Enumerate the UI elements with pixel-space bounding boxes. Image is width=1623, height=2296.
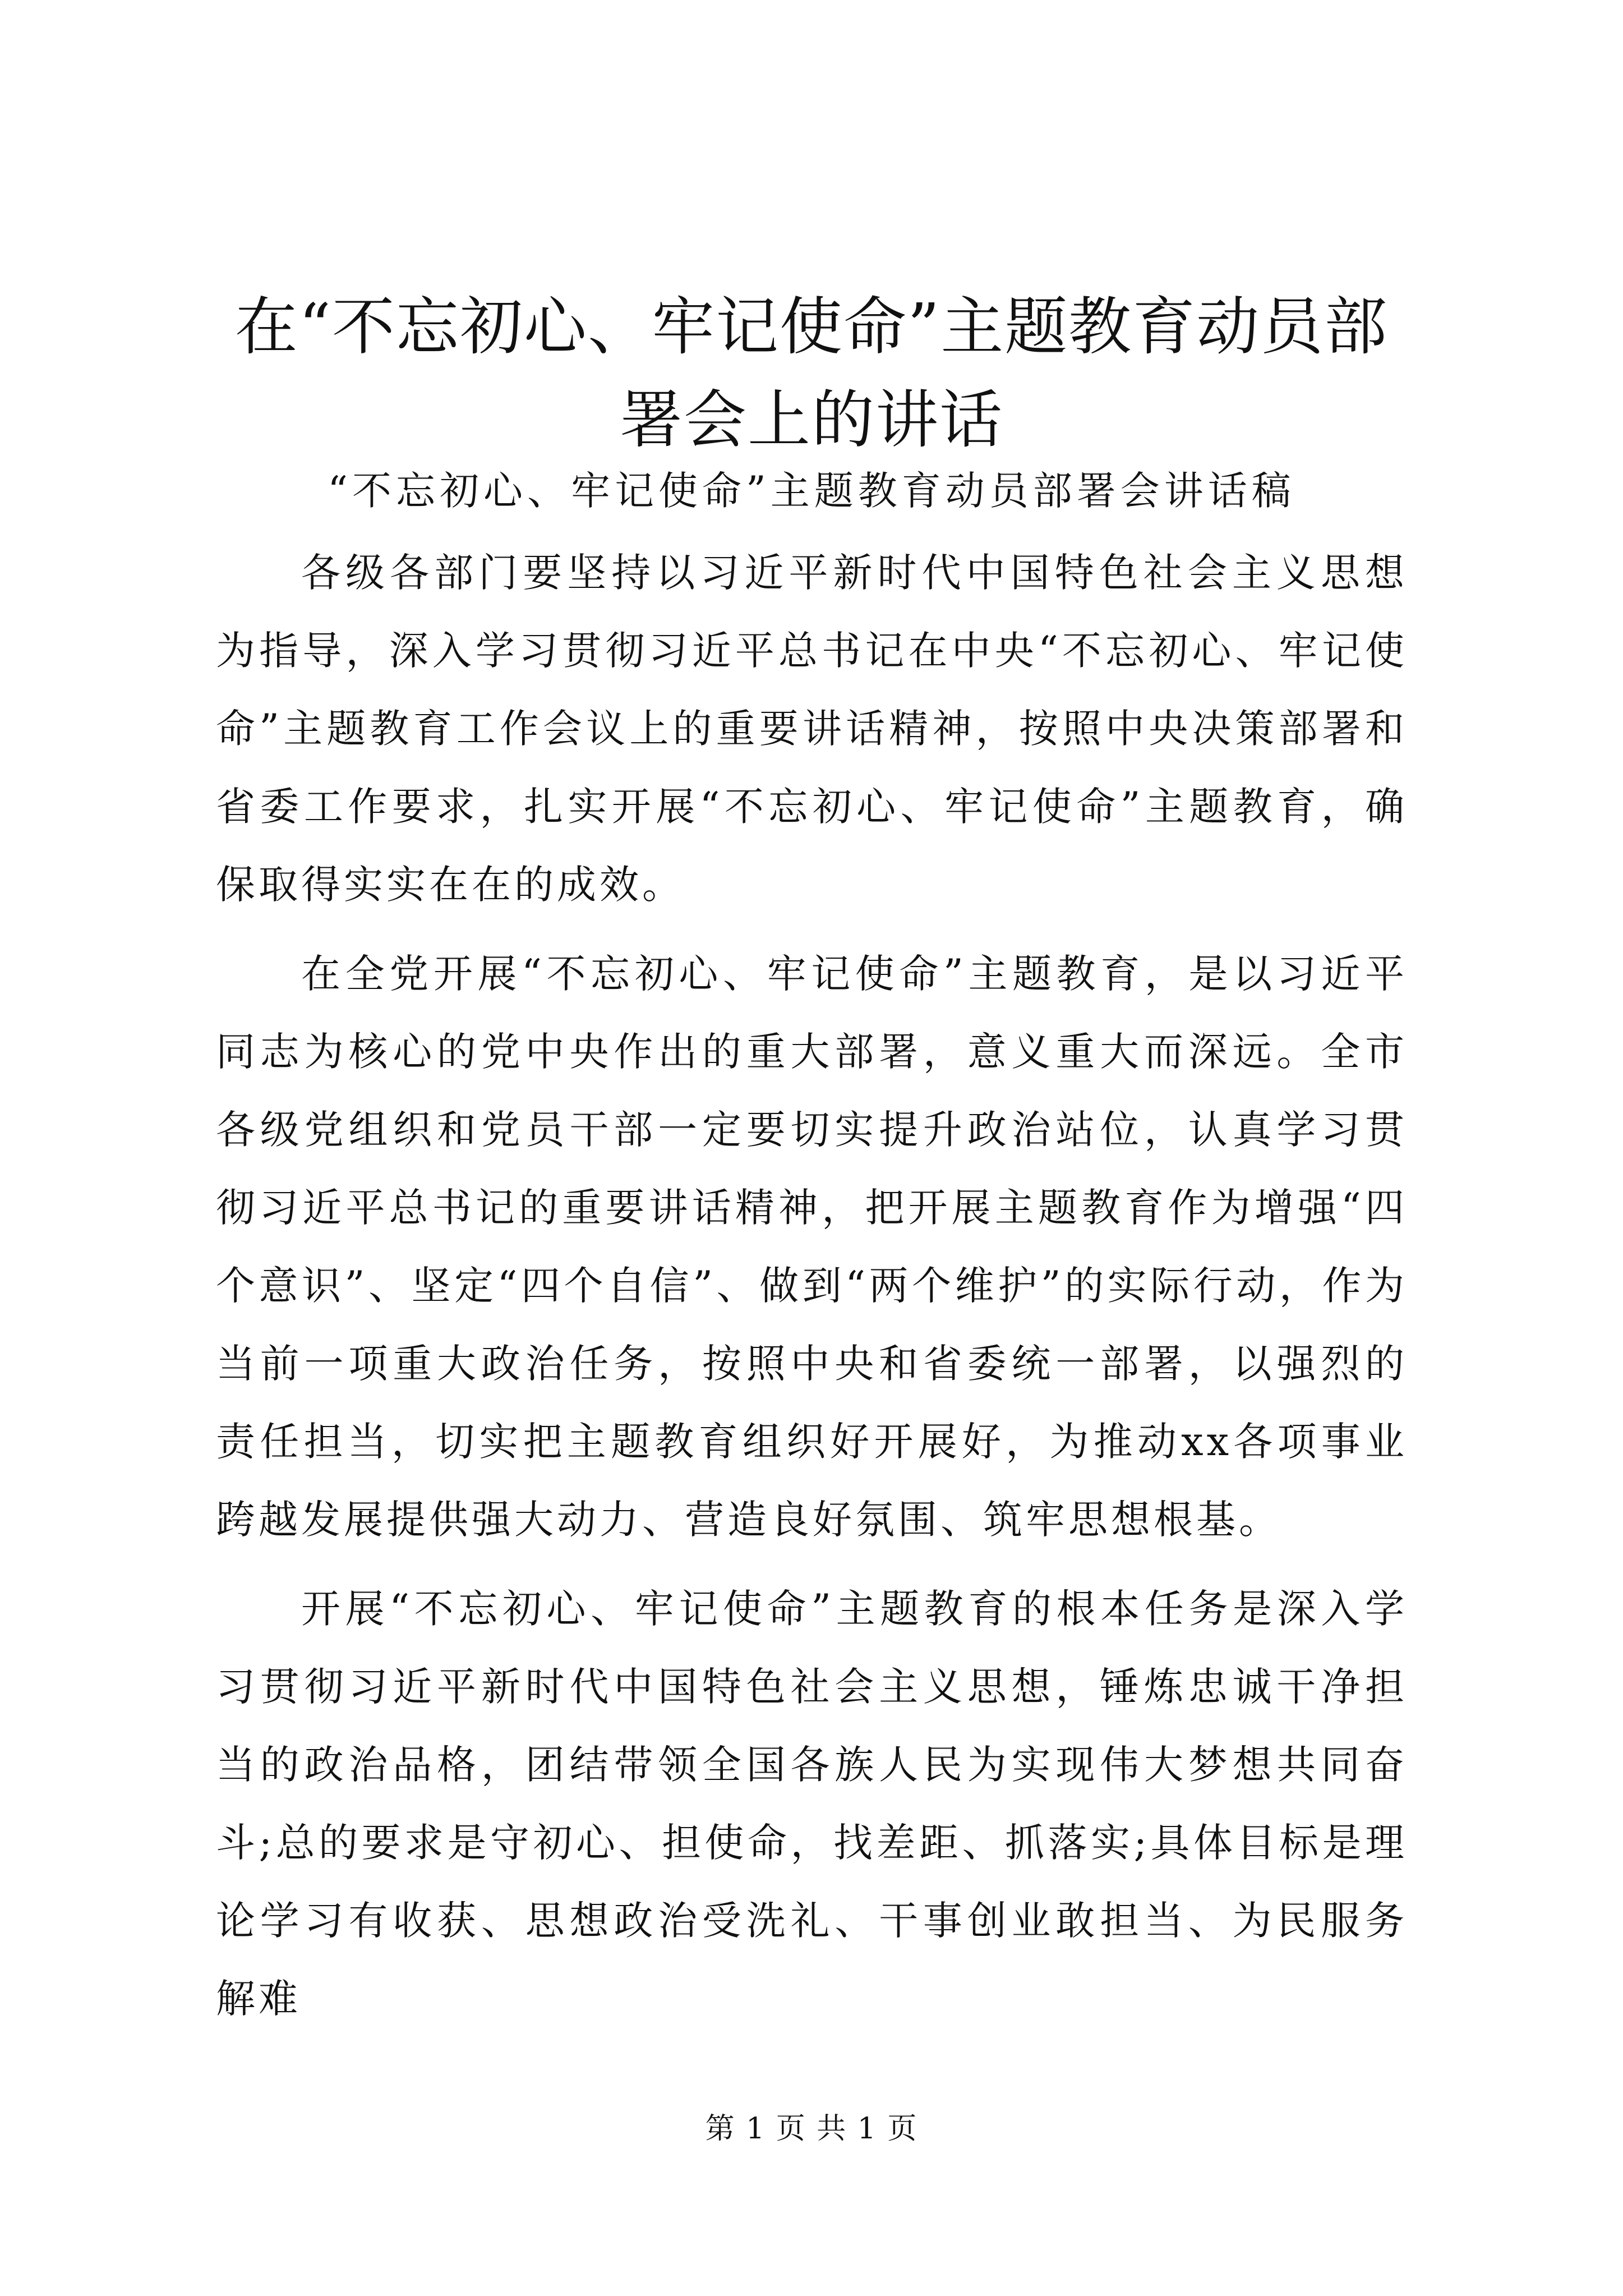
body-paragraph-1: 各级各部门要坚持以习近平新时代中国特色社会主义思想为指导，深入学习贯彻习近平总书记在中央“不忘初心、牢记使命”主题教育工作会议上的重要讲话精神，按照中央决策部署和省委工作要求，扎实开展“不忘初心、牢记使命”主题教育，确保取得实实在在的成效。 [216, 550, 1408, 908]
body-paragraph-2: 在全党开展“不忘初心、牢记使命”主题教育，是以习近平同志为核心的党中央作出的重大部署，意义重大而深远。全市各级党组织和党员干部一定要切实提升政治站位，认真学习贯彻习近平总书记的重要讲话精神，把开展主题教育作为增强“四个意识”、坚定“四个自信”、做到“两个维护”的实际行动，作为当前一项重大政治任务，按照中央和省委统一部署，以强烈的责任担当，切实把主题教育组织好开展好，为推动xx各项事业跨越发展提供强大动力、营造良好氛围、筑牢思想根基。 [216, 951, 1408, 1543]
document-title: 在“不忘初心、牢记使命”主题教育动员部署会上的讲话 [234, 291, 1389, 457]
page-footer: 第 1 页 共 1 页 [705, 2112, 918, 2146]
document-subtitle: “不忘初心、牢记使命”主题教育动员部署会讲话稿 [328, 468, 1295, 514]
body-paragraph-3: 开展“不忘初心、牢记使命”主题教育的根本任务是深入学习贯彻习近平新时代中国特色社会主义思想，锤炼忠诚干净担当的政治品格，团结带领全国各族人民为实现伟大梦想共同奋斗;总的要求是守初心、担使命，找差距、抓落实;具体目标是理论学习有收获、思想政治受洗礼、干事创业敢担当、为民服务解难 [216, 1586, 1408, 2022]
document-body [216, 534, 1408, 2049]
